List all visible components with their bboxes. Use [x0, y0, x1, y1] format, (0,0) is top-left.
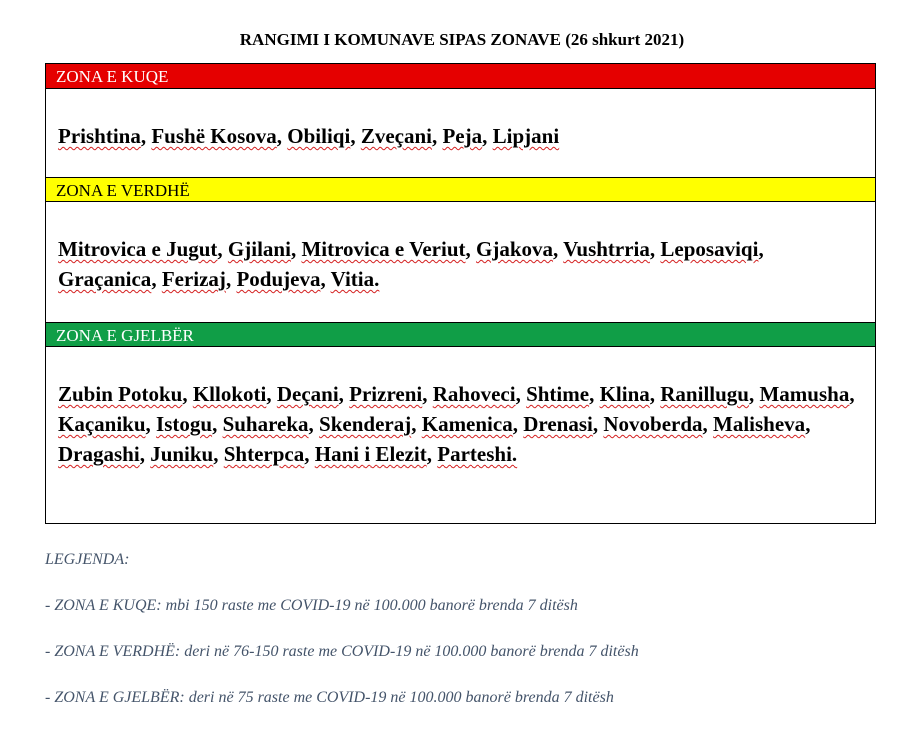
zone-green-municipalities: Zubin Potoku, Kllokoti, Deçani, Prizreni, Rahoveci, Shtime, Klina, Ranillugu, Mamusha, Kaçaniku, Istogu, Suhareka, Skenderaj, Kamenica, Drenasi, Novoberda, Malisheva, Dragashi, Juniku, Shterpca, Hani i Elezit, Parteshi.: [58, 382, 855, 466]
municipality-name: Suhareka: [222, 412, 309, 436]
municipality-name: Peja: [442, 124, 483, 148]
municipality-name: Deçani: [276, 382, 339, 406]
municipality-name: Mitrovica e Veriut: [301, 237, 466, 261]
municipality-name: Vitia.: [330, 267, 380, 291]
municipality-name: Graçanica: [58, 267, 152, 291]
document-title: RANGIMI I KOMUNAVE SIPAS ZONAVE (26 shkurt 2021): [239, 30, 685, 49]
municipality-name: Kaçaniku: [58, 412, 146, 436]
municipality-name: Prishtina: [58, 124, 141, 148]
legend-red: - ZONA E KUQE: mbi 150 raste me COVID-19 në 100.000 banorë brenda 7 ditësh: [45, 597, 578, 614]
municipality-name: Skenderaj: [319, 412, 412, 436]
zone-yellow-header: ZONA E VERDHË: [46, 177, 875, 202]
municipality-name: Parteshi.: [437, 442, 518, 466]
legend-green: - ZONA E GJELBËR: deri në 75 raste me COVID-19 në 100.000 banorë brenda 7 ditësh: [45, 689, 614, 706]
legend: [45, 548, 639, 732]
zones-table: [45, 63, 876, 524]
municipality-name: Shtime: [526, 382, 590, 406]
municipality-name: Dragashi: [58, 442, 140, 466]
municipality-name: Fushë Kosova: [151, 124, 277, 148]
municipality-name: Malisheva: [713, 412, 806, 436]
municipality-name: Kllokoti: [192, 382, 267, 406]
zone-red-municipalities: Prishtina, Fushë Kosova, Obiliqi, Zveçani, Peja, Lipjani: [58, 124, 560, 148]
municipality-name: Leposaviqi: [660, 237, 759, 261]
municipality-name: Klina: [599, 382, 650, 406]
zone-yellow-municipalities: Mitrovica e Jugut, Gjilani, Mitrovica e Veriut, Gjakova, Vushtrria, Leposaviqi, Graçanica, Ferizaj, Podujeva, Vitia.: [58, 237, 764, 291]
municipality-name: Drenasi: [523, 412, 593, 436]
legend-title: LEGJENDA:: [45, 551, 130, 568]
municipality-name: Shterpca: [223, 442, 305, 466]
municipality-name: Istogu: [156, 412, 213, 436]
municipality-name: Vushtrria: [563, 237, 650, 261]
municipality-name: Obiliqi: [287, 124, 351, 148]
zone-red-header: ZONA E KUQE: [46, 64, 875, 89]
municipality-name: Gjilani: [227, 237, 291, 261]
municipality-name: Zveçani: [360, 124, 432, 148]
municipality-name: Lipjani: [492, 124, 560, 148]
municipality-name: Juniku: [150, 442, 214, 466]
municipality-name: Kamenica: [421, 412, 513, 436]
municipality-name: Rahoveci: [432, 382, 516, 406]
municipality-name: Hani i Elezit: [314, 442, 427, 466]
municipality-name: Novoberda: [603, 412, 703, 436]
zone-green-header: ZONA E GJELBËR: [46, 322, 875, 347]
municipality-name: Ranillugu: [660, 382, 749, 406]
legend-yellow: - ZONA E VERDHË: deri në 76-150 raste me COVID-19 në 100.000 banorë brenda 7 ditësh: [45, 643, 639, 660]
municipality-name: Gjakova: [476, 237, 554, 261]
municipality-name: Ferizaj: [161, 267, 226, 291]
municipality-name: Podujeva: [236, 267, 321, 291]
municipality-name: Mamusha: [759, 382, 850, 406]
municipality-name: Mitrovica e Jugut: [58, 237, 218, 261]
municipality-name: Zubin Potoku: [58, 382, 183, 406]
municipality-name: Prizreni: [349, 382, 423, 406]
